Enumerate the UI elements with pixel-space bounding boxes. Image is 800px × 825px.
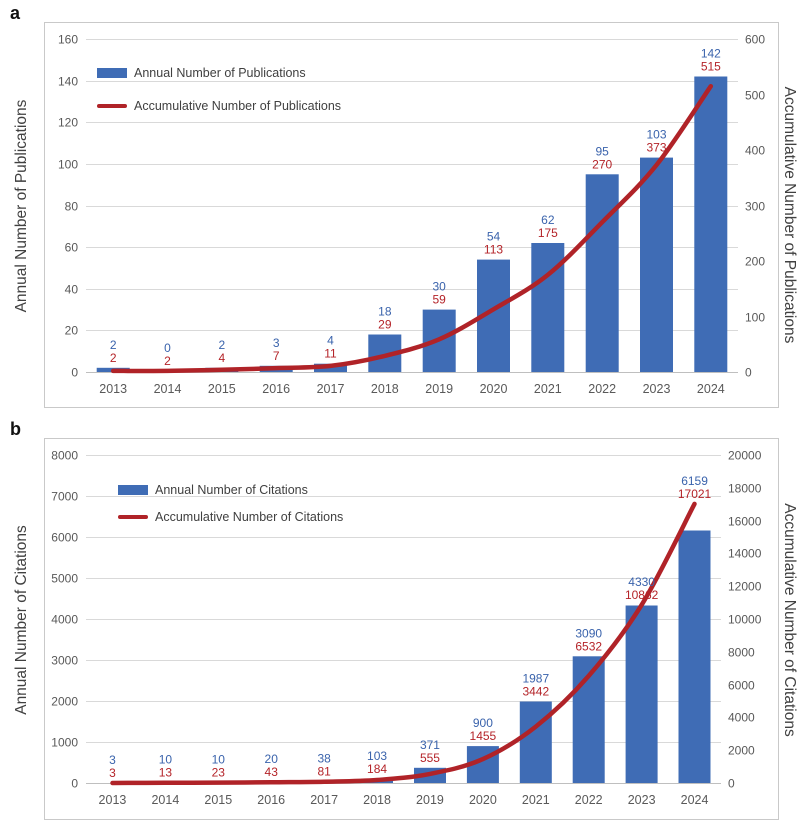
right-axis-tick: 300 (745, 199, 766, 214)
right-axis-tick: 14000 (728, 546, 762, 561)
left-axis-tick: 140 (57, 74, 78, 89)
panel-b-left-axis-title: Annual Number of Citations (13, 525, 30, 715)
annual-value-label: 18 (378, 304, 392, 319)
left-axis-tick: 60 (64, 240, 78, 255)
x-axis-tick: 2021 (533, 382, 562, 396)
annual-value-label: 0 (164, 340, 171, 355)
cumulative-value-label: 373 (646, 140, 667, 155)
cumulative-value-label: 10862 (624, 587, 659, 602)
left-axis-tick: 120 (57, 115, 78, 130)
bar-series-swatch-icon (118, 485, 148, 495)
x-axis-tick: 2024 (680, 793, 709, 807)
panel-b-right-axis-title: Accumulative Number of Citations (781, 503, 798, 737)
x-axis-tick: 2015 (204, 793, 233, 807)
cumulative-value-label: 1455 (469, 729, 497, 744)
legend-item-annual-citations (118, 481, 308, 499)
cumulative-value-label: 17021 (677, 486, 712, 501)
right-axis-tick: 2000 (728, 743, 755, 758)
cumulative-value-label: 184 (367, 761, 388, 776)
x-axis-tick: 2018 (363, 793, 391, 807)
x-axis-tick: 2019 (425, 382, 454, 396)
right-axis-tick: 400 (745, 143, 766, 158)
annual-value-label: 3 (272, 335, 280, 350)
annual-value-label: 1987 (522, 671, 550, 686)
left-axis-tick: 1000 (51, 735, 78, 750)
x-axis-tick: 2013 (98, 793, 127, 807)
x-axis-tick: 2021 (521, 793, 550, 807)
line-series-swatch-icon (118, 515, 148, 520)
annual-value-label: 54 (486, 229, 501, 244)
x-axis-tick: 2022 (574, 793, 603, 807)
x-axis-tick: 2018 (370, 382, 399, 396)
legend-item-accumulative-publications (97, 97, 341, 115)
right-axis-tick: 600 (745, 32, 766, 47)
legend-label: Accumulative Number of Citations (155, 510, 344, 524)
left-axis-tick: 5000 (51, 571, 78, 586)
legend-item-annual-publications (97, 64, 306, 82)
annual-value-label: 95 (595, 144, 609, 159)
right-axis-tick: 12000 (728, 579, 762, 594)
cumulative-value-label: 3 (109, 765, 116, 780)
cumulative-value-label: 515 (700, 59, 721, 74)
x-axis-tick: 2019 (416, 793, 444, 807)
left-axis-tick: 6000 (51, 530, 78, 545)
x-axis-tick: 2013 (99, 382, 128, 396)
right-axis-tick: 16000 (728, 514, 762, 529)
x-axis-tick: 2020 (479, 382, 508, 396)
left-axis-tick: 80 (64, 199, 78, 214)
legend-label: Annual Number of Publications (134, 66, 306, 80)
cumulative-value-label: 270 (592, 157, 613, 172)
cumulative-value-label: 13 (158, 765, 173, 780)
annual-value-label: 4330 (628, 574, 655, 589)
annual-value-label: 2 (218, 337, 226, 352)
annual-value-label: 4 (327, 333, 334, 348)
right-axis-tick: 10000 (728, 612, 762, 627)
cumulative-value-label: 555 (419, 750, 440, 765)
left-axis-tick: 0 (71, 365, 78, 380)
cumulative-value-label: 23 (211, 765, 225, 780)
cumulative-value-label: 3442 (522, 684, 550, 699)
panel-a-letter: a (10, 3, 21, 23)
annual-value-label: 2 (109, 337, 117, 352)
bar (694, 77, 727, 373)
cumulative-value-label: 175 (537, 225, 558, 240)
cumulative-value-label: 29 (378, 317, 392, 332)
left-axis-tick: 3000 (51, 653, 78, 668)
annual-value-label: 142 (700, 46, 721, 61)
x-axis-tick: 2016 (262, 382, 291, 396)
line-series-swatch-icon (97, 104, 127, 109)
bar (586, 174, 619, 372)
left-axis-tick: 8000 (51, 448, 78, 463)
x-axis-tick: 2017 (310, 793, 339, 807)
right-axis-tick: 8000 (728, 645, 755, 660)
left-axis-tick: 4000 (51, 612, 78, 627)
x-axis-tick: 2014 (153, 382, 182, 396)
right-axis-tick: 0 (745, 365, 752, 380)
annual-value-label: 10 (211, 752, 225, 767)
annual-value-label: 103 (646, 127, 667, 142)
left-axis-tick: 100 (57, 157, 78, 172)
bar-series-swatch-icon (97, 68, 127, 78)
cumulative-value-label: 81 (317, 764, 331, 779)
x-axis-tick: 2016 (257, 793, 286, 807)
legend-item-accumulative-citations (118, 508, 343, 526)
x-axis-tick: 2014 (151, 793, 180, 807)
left-axis-tick: 0 (71, 776, 78, 791)
x-axis-tick: 2024 (696, 382, 725, 396)
cumulative-value-label: 59 (432, 292, 446, 307)
x-axis-tick: 2023 (642, 382, 671, 396)
panel-b-letter: b (10, 419, 21, 439)
x-axis-tick: 2023 (627, 793, 656, 807)
x-axis-tick: 2022 (588, 382, 617, 396)
cumulative-value-label: 7 (272, 348, 280, 363)
left-axis-tick: 20 (64, 323, 78, 338)
cumulative-value-label: 43 (264, 765, 278, 780)
right-axis-tick: 500 (745, 88, 766, 103)
annual-value-label: 30 (432, 279, 446, 294)
cumulative-value-label: 11 (324, 346, 337, 361)
right-axis-tick: 6000 (728, 678, 755, 693)
right-axis-tick: 4000 (728, 710, 755, 725)
legend-label: Accumulative Number of Publications (134, 99, 342, 113)
annual-value-label: 6159 (681, 473, 708, 488)
left-axis-tick: 40 (64, 282, 78, 297)
cumulative-value-label: 2 (164, 353, 171, 368)
annual-value-label: 900 (472, 716, 493, 731)
left-axis-tick: 160 (57, 32, 78, 47)
bar (626, 606, 658, 784)
right-axis-tick: 200 (745, 254, 766, 269)
panel-a-left-axis-title: Annual Number of Publications (13, 99, 30, 313)
annual-value-label: 103 (367, 748, 388, 763)
right-axis-tick: 0 (728, 776, 735, 791)
annual-value-label: 10 (158, 752, 173, 767)
panel-a-right-axis-title: Accumulative Number of Publications (781, 86, 798, 344)
annual-value-label: 371 (419, 737, 440, 752)
annual-value-label: 3 (109, 752, 116, 767)
cumulative-value-label: 4 (218, 350, 226, 365)
left-axis-tick: 7000 (51, 489, 78, 504)
x-axis-tick: 2017 (316, 382, 345, 396)
cumulative-value-label: 2 (109, 350, 117, 365)
x-axis-tick: 2015 (207, 382, 236, 396)
x-axis-tick: 2020 (468, 793, 497, 807)
bar (640, 158, 673, 372)
right-axis-tick: 18000 (728, 481, 762, 496)
annual-value-label: 20 (264, 752, 278, 767)
annual-value-label: 3090 (575, 626, 603, 641)
right-axis-tick: 20000 (728, 448, 762, 463)
cumulative-value-label: 113 (483, 242, 504, 257)
annual-value-label: 38 (317, 751, 331, 766)
right-axis-tick: 100 (745, 310, 766, 325)
bar (520, 702, 552, 784)
legend-label: Annual Number of Citations (155, 483, 308, 497)
bar (679, 531, 711, 784)
annual-value-label: 62 (541, 212, 555, 227)
left-axis-tick: 2000 (51, 694, 78, 709)
cumulative-value-label: 6532 (575, 639, 603, 654)
